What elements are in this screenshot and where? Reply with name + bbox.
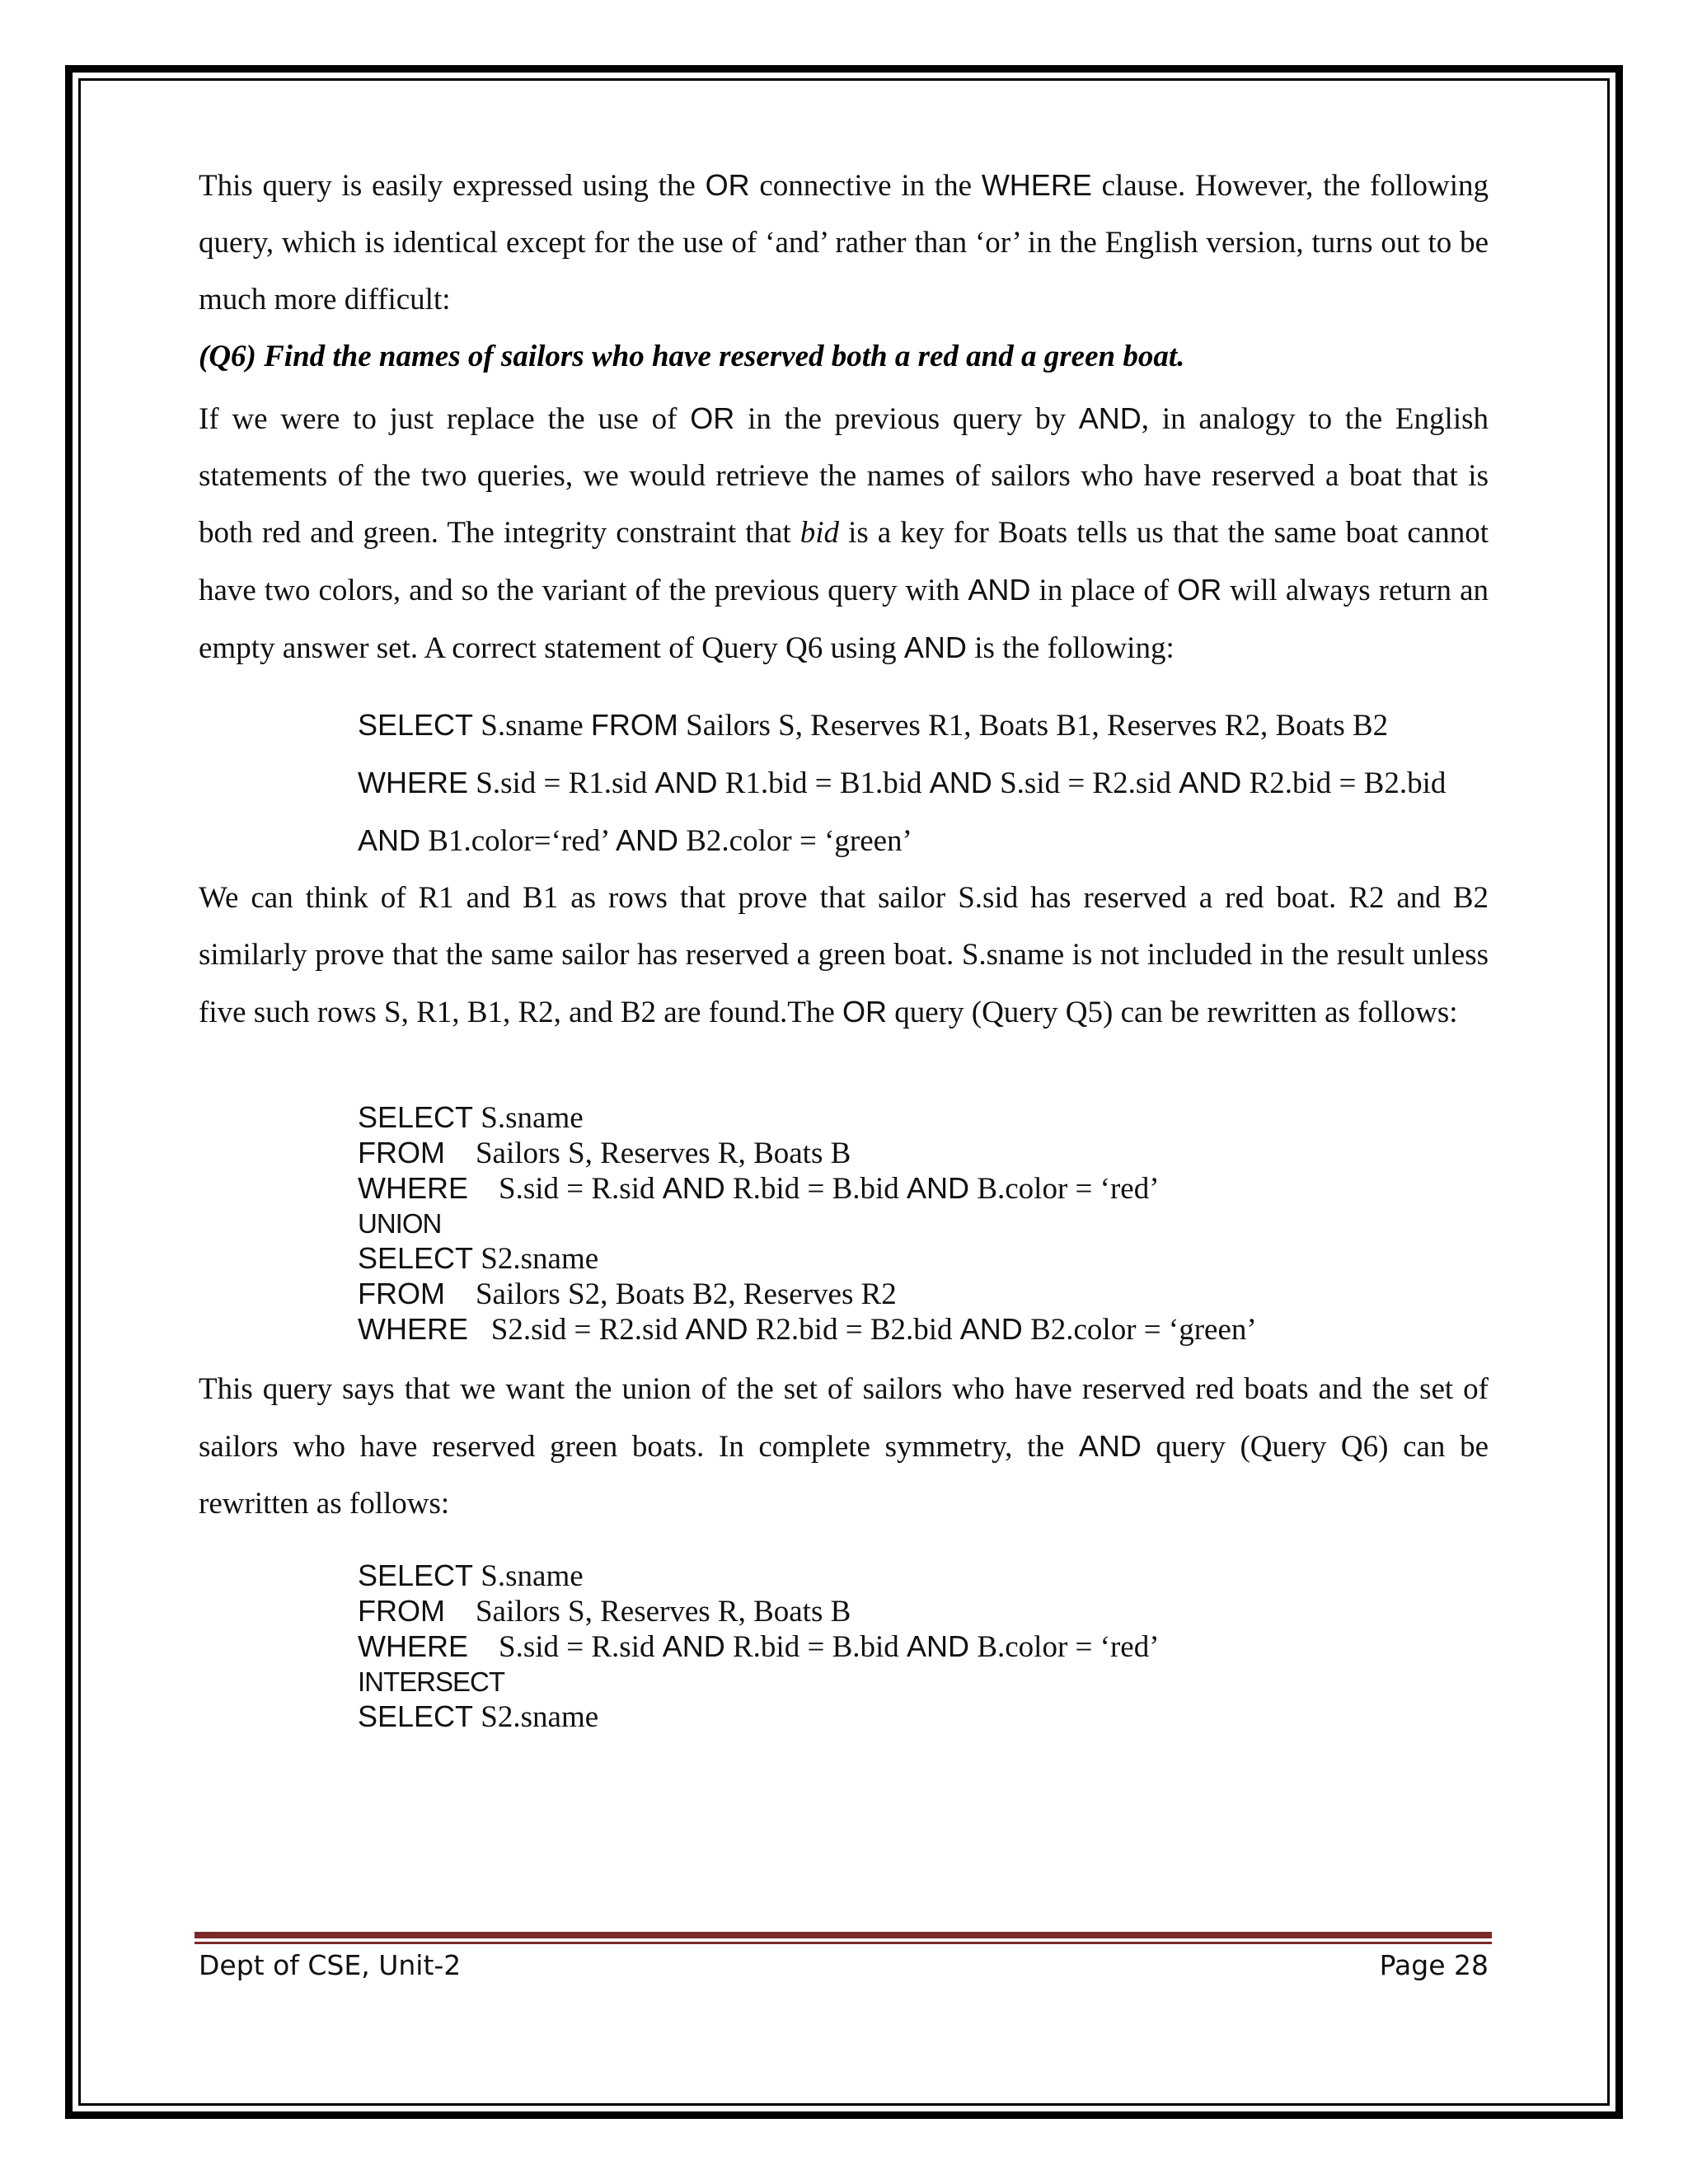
sql-query-q6-and: SELECT S.sname FROM Sailors S, Reserves R1, Boats B1, Reserves R2, Boats B2 WHERE S.sid = R1.sid AND R1.bid = B1.bid AND S.sid = R2.sid AND R2.bid = B2.bid AND B1.color=‘red’ AND B2.color = ‘green’ [358,708,1447,858]
sql-line: SELECT S.sname [358,1558,584,1593]
sql-line: WHERE S2.sid = R2.sid AND R2.bid = B2.bid AND B2.color = ‘green’ [358,1312,1257,1347]
sql-line: SELECT S2.sname [358,1241,599,1276]
footer-rule [195,1932,1492,1938]
sql-line: SELECT S2.sname [358,1699,599,1734]
sql-query-union [358,1100,1489,1347]
sql-line: INTERSECT [358,1666,505,1697]
paragraph-union-explanation: This query says that we want the union of the set of sailors who have reserved red boats and the set of sailors who have reserved green boats. In complete symmetry, the AND query (Query Q6) can be rewritten as follows: [199,1372,1489,1521]
sql-line: WHERE S.sid = R.sid AND R.bid = B.bid AND B.color = ‘red’ [358,1171,1160,1206]
sql-query-intersect [358,1558,1489,1735]
paragraph-and-explanation: If we were to just replace the use of OR in the previous query by AND, in analogy to the English statements of the two queries, we would retrieve the names of sailors who have reserved a boat that is both red and green. The integrity constraint that bid is a key for Boats tells us that the same boat cannot have two colors, and so the variant of the previous query with AND in place of OR will always return an empty answer set. A correct statement of Query Q6 using AND is the following: [199,401,1489,665]
footer-rule-thin [195,1942,1492,1944]
footer-department: Dept of CSE, Unit-2 [199,1949,462,1981]
sql-line: FROM Sailors S, Reserves R, Boats B [358,1136,851,1170]
sql-line: FROM Sailors S, Reserves R, Boats B [358,1594,851,1629]
query-q6-heading: (Q6) Find the names of sailors who have reserved both a red and a green boat. [199,340,1185,373]
page-content [199,157,1489,1735]
sql-line: UNION [358,1208,442,1239]
footer-page-number: Page 28 [1379,1949,1489,1981]
paragraph-intro: This query is easily expressed using the OR connective in the WHERE clause. However, the following query, which is identical except for the use of ‘and’ rather than ‘or’ in the English version, turns out to be much more difficult: [199,168,1489,316]
sql-line: WHERE S.sid = R.sid AND R.bid = B.bid AND B.color = ‘red’ [358,1629,1160,1664]
paragraph-rows-explanation: We can think of R1 and B1 as rows that prove that sailor S.sid has reserved a red boat. R2 and B2 similarly prove that the same sailor has reserved a green boat. S.sname is not included in the result unless five such rows S, R1, B1, R2, and B2 are found.The OR query (Query Q5) can be rewritten as follows: [199,881,1489,1029]
sql-line: FROM Sailors S2, Boats B2, Reserves R2 [358,1277,897,1311]
sql-line: SELECT S.sname [358,1100,584,1135]
